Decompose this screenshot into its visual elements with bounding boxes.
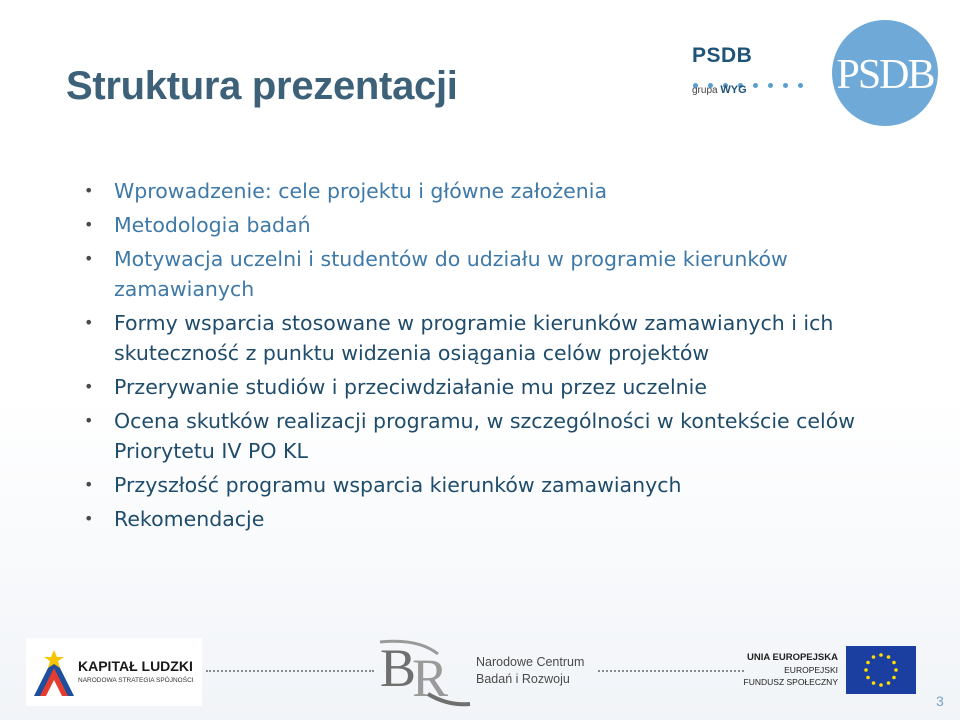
ncbr-line2: Badań i Rozwoju [476, 672, 570, 686]
psdb-group-label [692, 84, 747, 96]
bullet-icon: • [84, 411, 94, 430]
psdb-logo-circle [832, 20, 938, 126]
svg-text:R: R [412, 648, 449, 708]
ncbr-br-logo-icon [378, 634, 472, 708]
eu-star [892, 676, 896, 680]
bullet-text: Ocena skutków realizacji programu, w szczególności w kontekście celów Priorytetu IV PO KL [114, 409, 856, 463]
bullet-icon: • [84, 509, 94, 528]
psdb-dots-decoration [693, 73, 821, 81]
bullet-item [84, 244, 904, 304]
bullet-icon: • [84, 475, 94, 494]
eu-star [879, 683, 883, 687]
psdb-group-name: WYG [720, 84, 747, 96]
bullet-icon: • [84, 377, 94, 396]
footer-logos [0, 632, 960, 720]
bullet-text: Formy wsparcia stosowane w programie kierunków zamawianych i ich skuteczność z punktu widzenia osiągania celów projektów [114, 311, 834, 365]
psdb-logo-wordmark [692, 44, 832, 104]
psdb-group-prefix: grupa [692, 85, 718, 96]
eu-star [887, 655, 891, 659]
eu-star [887, 681, 891, 685]
bullet-item [84, 210, 904, 240]
bullet-item [84, 470, 904, 500]
kapital-ludzki-subtitle: NARODOWA STRATEGIA SPÓJNOŚCI [78, 677, 194, 684]
slide-title: Struktura prezentacji [66, 64, 458, 108]
psdb-wordmark-text: PSDB [692, 44, 753, 67]
bullet-text: Przerywanie studiów i przeciwdziałanie mu przez uczelnie [114, 375, 707, 399]
eu-star [879, 653, 883, 657]
bullet-icon: • [84, 249, 94, 268]
eu-line2: EUROPEJSKI [784, 665, 838, 675]
bullet-item [84, 406, 904, 466]
ncbr-line1: Narodowe Centrum [476, 655, 585, 669]
eu-line1: UNIA EUROPEJSKA [747, 652, 838, 663]
eu-star [866, 661, 870, 665]
svg-text:B: B [380, 638, 417, 698]
bullet-item [84, 308, 904, 368]
bullet-text: Metodologia badań [114, 213, 311, 237]
bullet-item [84, 504, 904, 534]
eu-line3: FUNDUSZ SPOŁECZNY [743, 677, 838, 687]
eu-star [864, 668, 868, 672]
bullet-text: Rekomendacje [114, 507, 265, 531]
ncbr-logo-text [476, 654, 584, 688]
bullet-item [84, 372, 904, 402]
eu-star [892, 661, 896, 665]
bullet-text: Wprowadzenie: cele projektu i główne założenia [114, 179, 608, 203]
eu-star [872, 681, 876, 685]
bullet-text: Motywacja uczelni i studentów do udziału w programie kierunków zamawianych [114, 247, 788, 301]
bullet-text: Przyszłość programu wsparcia kierunków zamawianych [114, 473, 682, 497]
eu-star [894, 668, 898, 672]
kapital-ludzki-title: KAPITAŁ LUDZKI [78, 658, 193, 674]
bullet-item [84, 176, 904, 206]
eu-flag-icon [846, 646, 916, 694]
footer-dotted-divider-left [206, 670, 374, 672]
page-number: 3 [936, 693, 944, 709]
bullet-list [84, 176, 904, 538]
bullet-icon: • [84, 313, 94, 332]
eu-star [866, 676, 870, 680]
bullet-icon: • [84, 215, 94, 234]
eu-logo-text [742, 651, 838, 688]
bullet-icon: • [84, 181, 94, 200]
footer-dotted-divider-right [598, 670, 744, 672]
kapital-ludzki-logo [26, 638, 202, 706]
psdb-circle-text: PSDB [836, 52, 934, 98]
kapital-ludzki-emblem-icon [34, 648, 74, 696]
eu-star [872, 655, 876, 659]
